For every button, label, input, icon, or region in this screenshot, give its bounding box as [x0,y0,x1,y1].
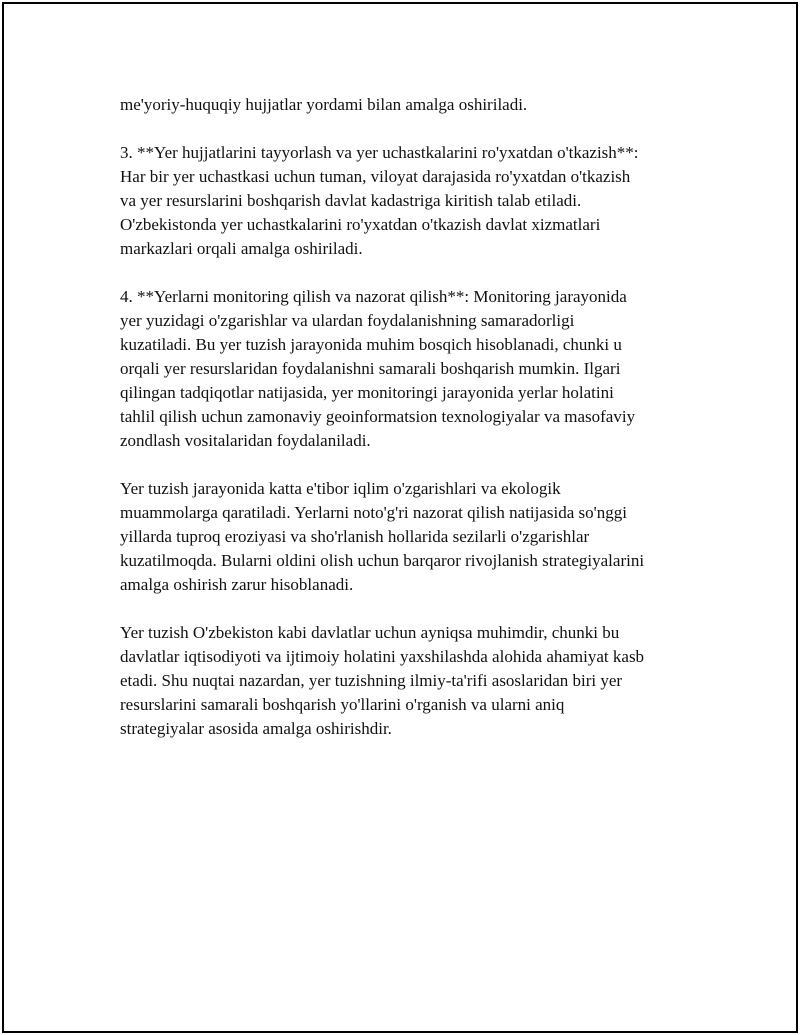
paragraph-item-3: 3. **Yer hujjatlarini tayyorlash va yer uchastkalarini ro'yxatdan o'tkazish**: Har bir yer uchastkasi uchun tuman, viloyat darajasida ro'yxatdan o'tkazish va yer resurslarini boshqarish davlat kadastriga kiritish talab etiladi. O'zbekistonda yer uchastkalarini ro'yxatdan o'tkazish davlat xizmatlari markazlari orqali amalga oshiriladi. [120,143,639,258]
paragraph-intro-continuation: me'yoriy-huquqiy hujjatlar yordami bilan amalga oshiriladi. [120,95,528,114]
paragraph-climate-ecology: Yer tuzish jarayonida katta e'tibor iqlim o'zgarishlari va ekologik muammolarga qaratiladi. Yerlarni noto'g'ri nazorat qilish natijasida so'nggi yillarda tuproq eroziyasi va sho'rlanish hollarida sezilarli o'zgarishlar kuzatilmoqda. Bularni oldini olish uchun barqaror rivojlanish strategiyalarini amalga oshirish zarur hisoblanadi. [120,479,645,594]
document-page [2,2,798,1033]
paragraph-item-4: 4. **Yerlarni monitoring qilish va nazorat qilish**: Monitoring jarayonida yer yuzidagi o'zgarishlar va ulardan foydalanishning samaradorligi kuzatiladi. Bu yer tuzish jarayonida muhim bosqich hisoblanadi, chunki u orqali yer resurslaridan foydalanishni samarali boshqarish mumkin. Ilgari qilingan tadqiqotlar natijasida, yer monitoringi jarayonida yerlar holatini tahlil qilish uchun zamonaviy geoinformatsion texnologiyalar va masofaviy zondlash vositalaridan foydalaniladi. [120,287,636,450]
paragraph-conclusion: Yer tuzish O'zbekiston kabi davlatlar uchun ayniqsa muhimdir, chunki bu davlatlar iqtisodiyoti va ijtimoiy holatini yaxshilashda alohida ahamiyat kasb etadi. Shu nuqtai nazardan, yer tuzishning ilmiy-ta'rifi asoslaridan biri yer resurslarini samarali boshqarish yo'llarini o'rganish va ularni aniq strategiyalar asosida amalga oshirishdir. [120,623,645,738]
document-body [120,93,700,765]
